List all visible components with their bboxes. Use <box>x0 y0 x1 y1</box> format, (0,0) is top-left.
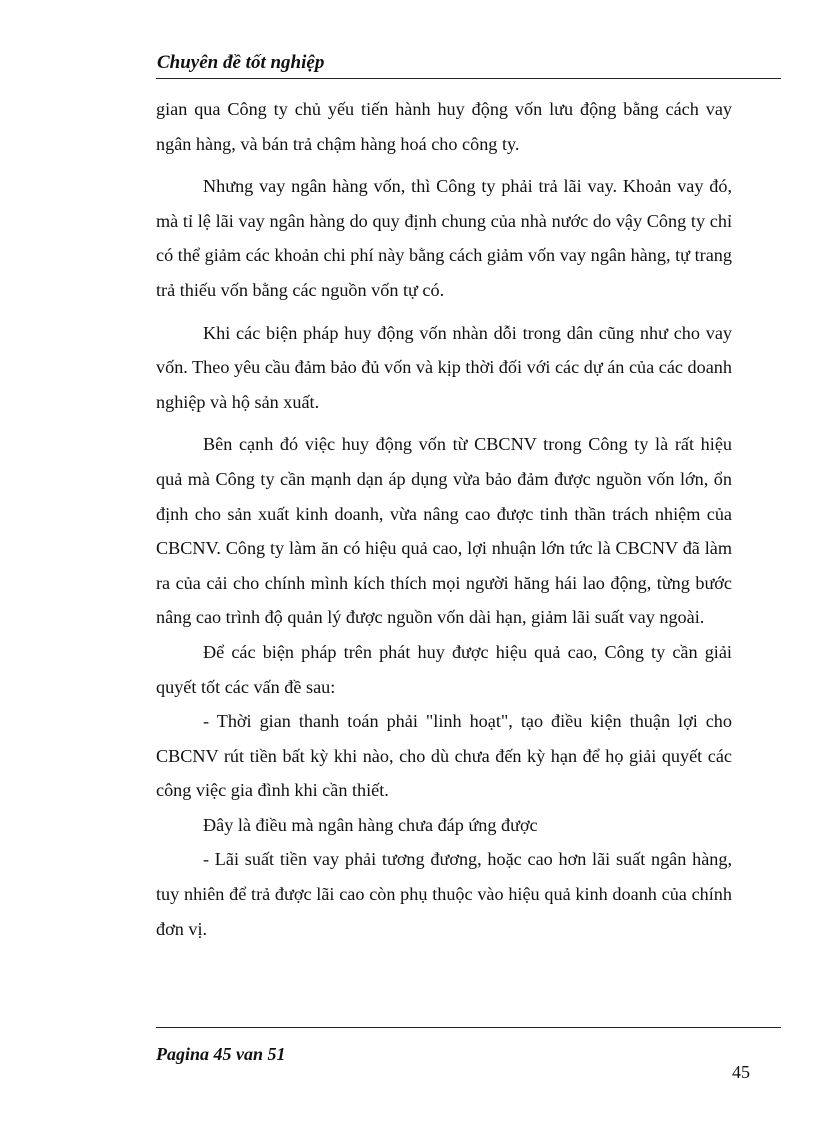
paragraph-cbcnv: Bên cạnh đó việc huy động vốn từ CBCNV trong Công ty là rất hiệu quả mà Công ty cần mạnh dạn áp dụng vừa bảo đảm được nguồn vốn lớn, ổn định cho sản xuất kinh doanh, vừa nâng cao được tinh thần trách nhiệm của CBCNV. Công ty làm ăn có hiệu quả cao, lợi nhuận lớn tức là CBCNV đã làm ra của cải cho chính mình kích thích mọi người hăng hái lao động, từng bước nâng cao trình độ quản lý được nguồn vốn dài hạn, giảm lãi suất vay ngoài. <box>156 434 732 628</box>
paragraph-measures: Khi các biện pháp huy động vốn nhàn dỗi trong dân cũng như cho vay vốn. Theo yêu cầu đảm bảo đủ vốn và kịp thời đối với các dự án của các doanh nghiệp và hộ sản xuất. <box>156 322 732 412</box>
list-item-payment-time: - Thời gian thanh toán phải "linh hoạt", tạo điều kiện thuận lợi cho CBCNV rút tiền bất kỳ khi nào, cho dù chưa đến kỳ hạn để họ giải quyết các công việc gia đình khi cần thiết. <box>156 711 732 801</box>
list-item-interest-rate: - Lãi suất tiền vay phải tương đương, hoặc cao hơn lãi suất ngân hàng, tuy nhiên để trả được lãi cao còn phụ thuộc vào hiệu quả kinh doanh của chính đơn vị. <box>156 849 732 939</box>
paragraph-continuation: gian qua Công ty chủ yếu tiến hành huy động vốn lưu động bằng cách vay ngân hàng, và bán trả chậm hàng hoá cho công ty. <box>156 99 732 154</box>
header-title: Chuyên đề tốt nghiệp <box>157 52 325 73</box>
paragraph-requirements: Để các biện pháp trên phát huy được hiệu quả cao, Công ty cần giải quyết tốt các vấn đề sau: <box>156 641 732 697</box>
body-text <box>156 92 732 946</box>
paragraph-interest: Nhưng vay ngân hàng vốn, thì Công ty phải trả lãi vay. Khoản vay đó, mà tỉ lệ lãi vay ngân hàng do quy định chung của nhà nước do vậy Công ty chỉ có thể giảm các khoản chi phí này bằng cách giảm vốn vay ngân hàng, tự trang trả thiếu vốn bằng các nguồn vốn tự có. <box>156 176 732 300</box>
footer-divider <box>156 1027 781 1028</box>
header-divider <box>156 78 781 79</box>
page-number: 45 <box>732 1062 750 1082</box>
page-header <box>156 50 781 76</box>
paragraph-bank-note: Đây là điều mà ngân hàng chưa đáp ứng được <box>203 814 538 835</box>
footer-page-label: Pagina 45 van 51 <box>156 1044 286 1064</box>
